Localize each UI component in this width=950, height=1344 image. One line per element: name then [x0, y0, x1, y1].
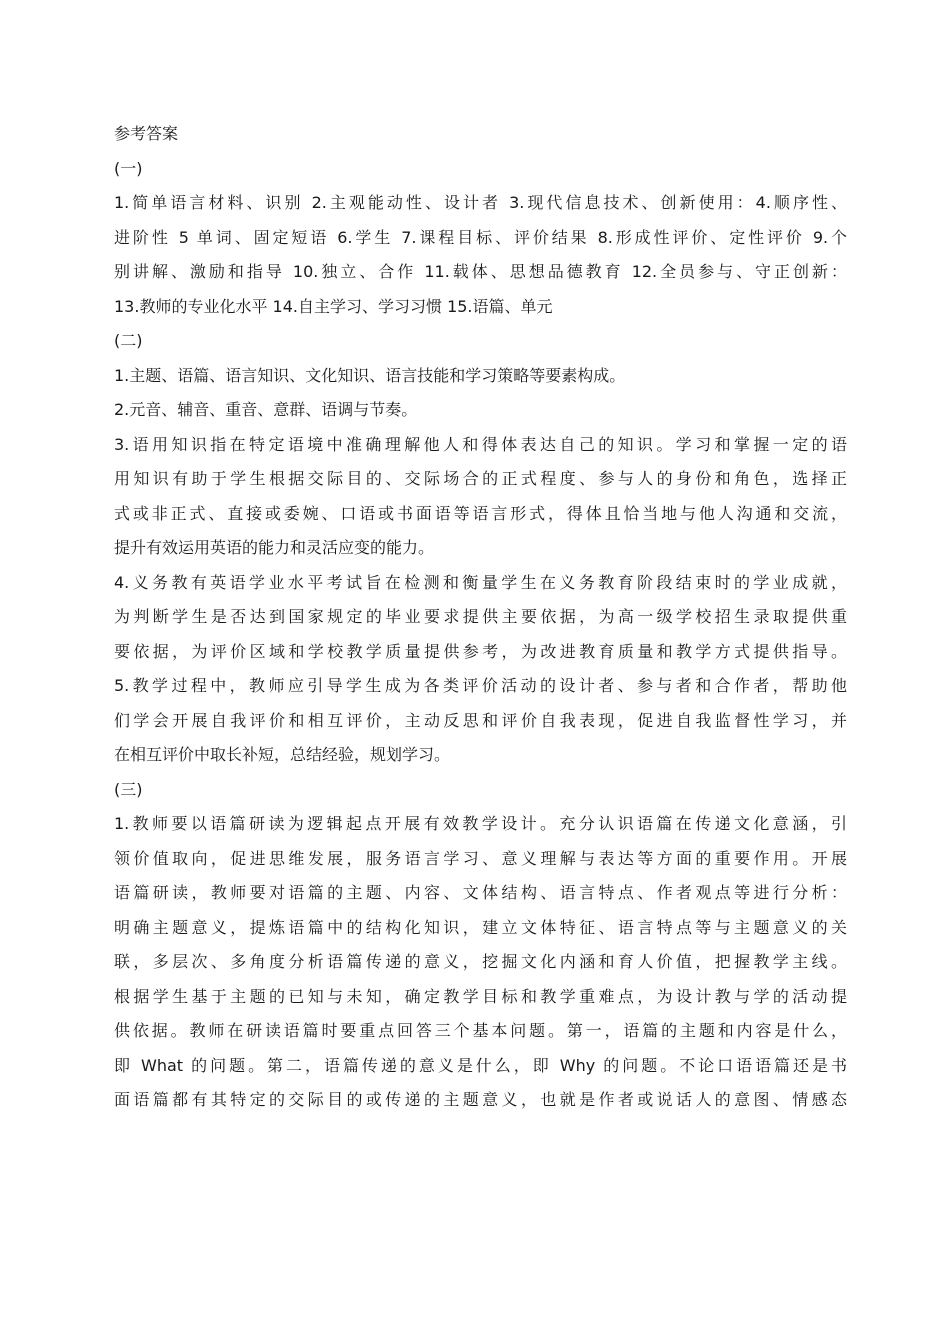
text-line: 式或非正式、直接或委婉、口语或书面语等语言形式，得体且恰当地与他人沟通和交流， — [114, 503, 847, 523]
text-line: 根据学生基于主题的已知与未知，确定教学目标和教学重难点，为设计教与学的活动提 — [114, 986, 847, 1006]
text-line: 即 What 的问题。第二，语篇传递的意义是什么，即 Why 的问题。不论口语语篇还是书 — [114, 1055, 847, 1075]
text-line: (三) — [114, 779, 143, 799]
text-line: 13.教师的专业化水平 14.自主学习、学习习惯 15.语篇、单元 — [114, 296, 553, 316]
text-line: 用知识有助于学生根据交际目的、交际场合的正式程度、参与人的身份和角色，选择正 — [114, 469, 847, 488]
text-line: 参考答案 — [114, 124, 179, 143]
text-line: 5.教学过程中，教师应引导学生成为各类评价活动的设计者、参与者和合作者，帮助他 — [114, 676, 847, 695]
text-line: 1.主题、语篇、语言知识、文化知识、语言技能和学习策略等要素构成。 — [114, 365, 626, 385]
text-line: 联，多层次、多角度分析语篇传递的意义，挖掘文化内涵和育人价值，把握教学主线。 — [114, 952, 847, 971]
text-line: 要依据，为评价区域和学校教学质量提供参考，为改进教育质量和教学方式提供指导。 — [114, 641, 847, 661]
text-line: 别讲解、激励和指导 10.独立、合作 11.载体、思想品德教育 12.全员参与、守正创新： — [114, 262, 847, 281]
text-line: (一) — [114, 158, 143, 178]
text-line: 明确主题意义，提炼语篇中的结构化知识，建立文体特征、语言特点等与主题意义的关 — [114, 917, 847, 937]
text-line: 领价值取向，促进思维发展，服务语言学习、意义理解与表达等方面的重要作用。开展 — [114, 848, 847, 868]
answer-document — [114, 117, 847, 1118]
text-line: 4.义务教有英语学业水平考试旨在检测和衡量学生在义务教育阶段结束时的学业成就， — [114, 572, 847, 592]
text-line: 在相互评价中取长补短，总结经验，规划学习。 — [114, 745, 451, 764]
text-line: (二) — [114, 331, 143, 350]
text-line: 2.元音、辅音、重音、意群、语调与节奏。 — [114, 400, 418, 419]
text-line: 供依据。教师在研读语篇时要重点回答三个基本问题。第一，语篇的主题和内容是什么， — [114, 1021, 847, 1040]
text-line: 语篇研读，教师要对语篇的主题、内容、文体结构、语言特点、作者观点等进行分析： — [114, 883, 847, 902]
text-line: 为判断学生是否达到国家规定的毕业要求提供主要依据，为高一级学校招生录取提供重 — [114, 607, 847, 626]
text-line: 提升有效运用英语的能力和灵活应变的能力。 — [114, 538, 435, 557]
text-line: 1.简单语言材料、识别 2.主观能动性、设计者 3.现代信息技术、创新使用：4.顺序性、 — [114, 193, 847, 212]
text-line: 3.语用知识指在特定语境中准确理解他人和得体表达自己的知识。学习和掌握一定的语 — [114, 434, 847, 454]
text-line: 1.教师要以语篇研读为逻辑起点开展有效教学设计。充分认识语篇在传递文化意涵，引 — [114, 814, 847, 833]
text-line: 进阶性 5 单词、固定短语 6.学生 7.课程目标、评价结果 8.形成性评价、定性评价 9.个 — [114, 227, 847, 247]
text-line: 们学会开展自我评价和相互评价，主动反思和评价自我表现，促进自我监督性学习，并 — [114, 710, 847, 730]
text-line: 面语篇都有其特定的交际目的或传递的主题意义，也就是作者或说话人的意图、情感态 — [114, 1090, 847, 1109]
